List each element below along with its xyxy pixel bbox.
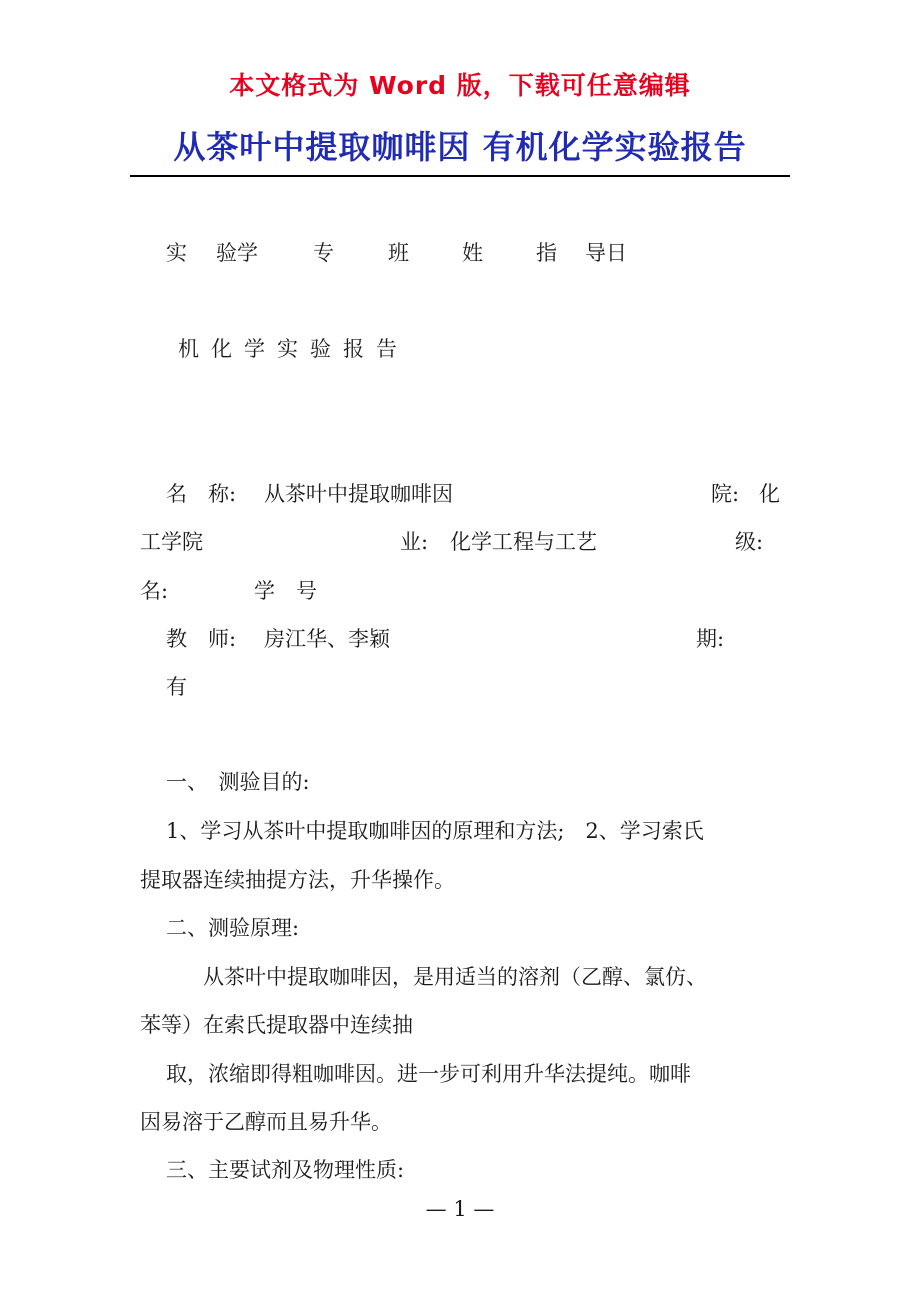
section-3-heading: 三、主要试剂及物理性质: — [166, 1158, 405, 1182]
experiment-name-label: 名 称: — [166, 482, 237, 506]
field-char-2: 验学 — [216, 241, 258, 265]
field-char-7: 导日 — [585, 241, 627, 265]
date-label: 期: — [696, 627, 725, 651]
school-value-part1: 化 — [759, 482, 780, 506]
section-1-text-line-2: 提取器连续抽提方法，升华操作。 — [140, 868, 455, 892]
section-2-text-line-1: 从茶叶中提取咖啡因，是用适当的溶剂（乙醇、氯仿、 — [203, 965, 707, 989]
major-label: 业: — [400, 530, 429, 554]
section-1-text-line-1: 1、学习从茶叶中提取咖啡因的原理和方法; 2、学习索氏 — [166, 819, 704, 843]
report-subtitle: 机化学实验报告 — [178, 337, 409, 361]
major-value: 化学工程与工艺 — [450, 530, 597, 554]
section-1-heading: 一、 测验目的: — [166, 770, 310, 794]
teacher-value: 房江华、李颖 — [264, 627, 390, 651]
school-label: 院: — [711, 482, 740, 506]
section-2-text-line-2: 苯等）在索氏提取器中连续抽 — [140, 1013, 413, 1037]
field-char-1: 实 — [166, 241, 187, 265]
field-char-4: 班 — [388, 241, 409, 265]
experiment-name-value: 从茶叶中提取咖啡因 — [264, 482, 453, 506]
teacher-label: 教 师: — [166, 627, 237, 651]
leftover-char: 有 — [166, 675, 187, 699]
section-2-heading: 二、测验原理: — [166, 916, 300, 940]
page-number: — 1 — — [425, 1197, 495, 1221]
student-name-label: 名: — [140, 579, 169, 603]
download-notice: 本文格式为 Word 版，下载可任意编辑 — [229, 71, 691, 100]
class-label: 级: — [735, 530, 764, 554]
field-char-6: 指 — [536, 241, 557, 265]
document-title: 从茶叶中提取咖啡因 有机化学实验报告 — [173, 128, 747, 166]
student-id-label: 学 号 — [254, 579, 317, 603]
section-2-text-line-4: 因易溶于乙醇而且易升华。 — [140, 1110, 392, 1134]
school-value-part2: 工学院 — [140, 530, 203, 554]
field-char-3: 专 — [313, 241, 334, 265]
section-2-text-line-3: 取，浓缩即得粗咖啡因。进一步可利用升华法提纯。咖啡 — [166, 1062, 691, 1086]
field-char-5: 姓 — [462, 241, 483, 265]
title-divider — [130, 175, 790, 177]
